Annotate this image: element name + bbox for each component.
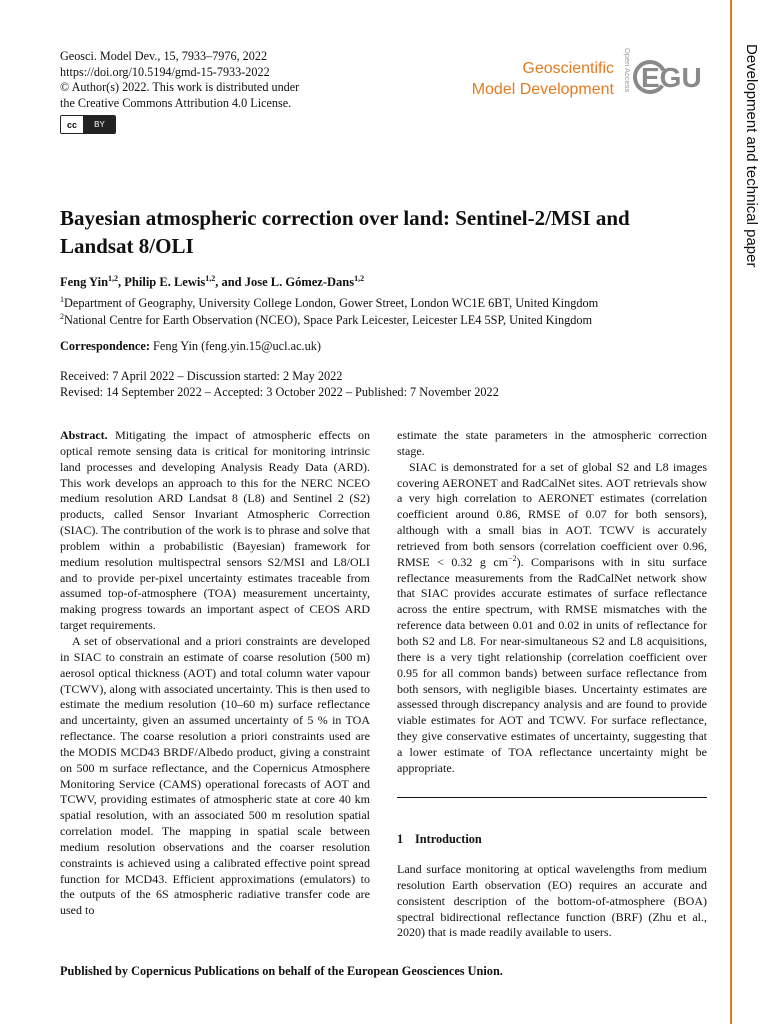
affiliation-text: Department of Geography, University College London, Gower Street, London WC1E 6BT, United Kingdom [64, 296, 599, 310]
journal-name-line-1: Geoscientific [522, 60, 614, 77]
affiliation-text: National Centre for Earth Observation (NCEO), Space Park Leicester, Leicester LE4 5SP, United Kingdom [64, 313, 593, 327]
abstract-continued-column [397, 428, 707, 777]
abstract-paragraph-2-continued: estimate the state parameters in the atmospheric correction stage. [397, 428, 707, 458]
abstract-paragraph-2: A set of observational and a priori constraints are developed in SIAC to constrain an estimate of coarse resolution (500 m) aerosol optical thickness (AOT) and total column water vapour (TCWV), along with associated uncertainty. This is then used to estimate the medium resolution (10–60 m) surface reflectance and uncertainty, given an assumed uncertainty of 5 % in TOA reflectance. The coarse resolution a priori constraints used are the MODIS MCD43 BRDF/Albedo product, giving a constraint on 500 m surface reflectance, and the Copernicus Atmosphere Monitoring Service (CAMS) operational forecasts of AOT and TCWV, providing estimates of atmospheric state at core 40 km spatial resolution, with an associated 500 m resolution spatial correlation model. The mapping in spatial scale between medium resolution observations and the coarser resolution constraints is achieved using a calibrated effective point spread function for MCD43. Efficient approximations (emulators) to the outputs of the 6S atmospheric radiative transfer code are used to [60, 633, 370, 918]
abstract-paragraph-1 [60, 428, 370, 634]
author-affiliation-marker: 1,2 [108, 273, 119, 283]
section-number: 1 [397, 832, 404, 846]
journal-accent-rule [730, 0, 732, 1024]
affiliations [60, 295, 700, 329]
abstract-paragraph-3 [397, 460, 707, 777]
cc-icon: cc [61, 116, 84, 133]
author-affiliation-marker: 1,2 [354, 273, 365, 283]
publisher-footer: Published by Copernicus Publications on behalf of the European Geosciences Union. [60, 964, 503, 978]
egu-logo-text: EGU [641, 62, 702, 93]
section-heading [397, 832, 482, 847]
unit-exponent: −2 [508, 553, 517, 563]
abstract-column [60, 428, 370, 919]
title-line-2: Landsat 8/OLI [60, 234, 194, 258]
copyright-line-2: the Creative Commons Attribution 4.0 License. [60, 95, 292, 110]
affiliation-item [60, 312, 700, 329]
author-name: Philip E. Lewis [124, 275, 206, 289]
author-affiliation-marker: 1,2 [205, 273, 216, 283]
open-access-label: Open Access [623, 48, 632, 93]
correspondence-contact[interactable]: Feng Yin (feng.yin.15@ucl.ac.uk) [153, 339, 321, 353]
journal-name [472, 58, 614, 100]
correspondence [60, 339, 700, 354]
affiliation-number: 1 [60, 294, 64, 304]
journal-citation: Geosci. Model Dev., 15, 7933–7976, 2022 [60, 49, 268, 63]
introduction-text [397, 862, 707, 941]
abstract-text: Mitigating the impact of atmospheric effects on optical remote sensing data is critical for monitoring intrinsic land processes and developing Analysis Ready Data (ARD). This work develops an approach to this for the NERC NCEO medium resolution ARD Landsat 8 (L8) and Sentinel 2 (S2) products, called Sensor Invariant Atmospheric Correction (SIAC). The contribution of the work is to phrase and solve that problem within a probabilistic (Bayesian) framework for medium resolution multispectral sensors S2/MSI and L8/OLI and to provide per-pixel uncertainty estimates traceable from assumed top-of-atmosphere (TOA) measurement uncertainty, making progress towards an important aspect of CEOS ARD target requirements. [60, 428, 370, 633]
affiliation-item [60, 295, 700, 312]
cc-by-license-icon[interactable] [60, 115, 116, 134]
author-separator: , [118, 275, 125, 289]
correspondence-label: Correspondence: [60, 339, 150, 353]
by-icon: BY [84, 116, 115, 133]
abstract-label: Abstract. [60, 428, 108, 442]
abstract-text: ). Comparisons with in situ surface reflectance measurements from the RadCalNet network show that SIAC provides accurate estimates of surface reflectance across the entire spectrum, with RMSE mismatches with the reference data between 0.01 and 0.02 in units of reflectance for both S2 and L8. For near-simultaneous S2 and L8 acquisitions, there is a very tight relationship (correlation coefficient over 0.95 for all common bands) between surface reflectance from both sensors, with negligible biases. Uncertainty estimates are assessed through discrepancy analysis and are found to provide viable estimates for AOT and TCWV. For surface reflectance, they give conservative estimates of uncertainty, suggesting that a lower estimate of TOA reflectance uncertainty might be appropriate. [397, 554, 707, 775]
title-line-1: Bayesian atmospheric correction over land: Sentinel-2/MSI and [60, 206, 630, 230]
publication-dates [60, 368, 700, 400]
intro-paragraph-1: Land surface monitoring at optical wavelengths from medium resolution Earth observation (EO) requires an accurate and consistent description of the bottom-of-atmosphere (BOA) spectral bidirectional reflectance function (BRF) (Zhu et al., 2020) that is made readily available to users. [397, 862, 707, 940]
author-separator: , and [215, 275, 245, 289]
section-title: Introduction [415, 832, 482, 846]
citation-block [60, 49, 390, 111]
dates-line-1: Received: 7 April 2022 – Discussion started: 2 May 2022 [60, 369, 343, 383]
author-name: Feng Yin [60, 275, 109, 289]
abstract-text: SIAC is demonstrated for a set of global S2 and L8 images covering AERONET and RadCalNet sites. AOT retrievals show a very high correlation to AERONET estimates (correlation coefficient around 0.86, RMSE of 0.07 for both sensors), although with a small bias in AOT. TCWV is accurately retrieved from both sensors (correlation coefficient over 0.96, RMSE < 0.32 g cm [397, 459, 707, 569]
abstract-divider [397, 797, 707, 798]
doi-link[interactable]: https://doi.org/10.5194/gmd-15-7933-2022 [60, 64, 270, 79]
article-title [60, 204, 700, 260]
journal-name-line-2: Model Development [471, 81, 614, 98]
affiliation-number: 2 [60, 311, 64, 321]
egu-logo-icon [633, 56, 709, 98]
dates-line-2: Revised: 14 September 2022 – Accepted: 3 October 2022 – Published: 7 November 2022 [60, 385, 499, 399]
author-name: Jose L. Gómez-Dans [244, 275, 355, 289]
article-type-label: Development and technical paper [743, 44, 760, 268]
copyright-line-1: © Author(s) 2022. This work is distributed under [60, 80, 300, 95]
author-list [60, 275, 700, 290]
